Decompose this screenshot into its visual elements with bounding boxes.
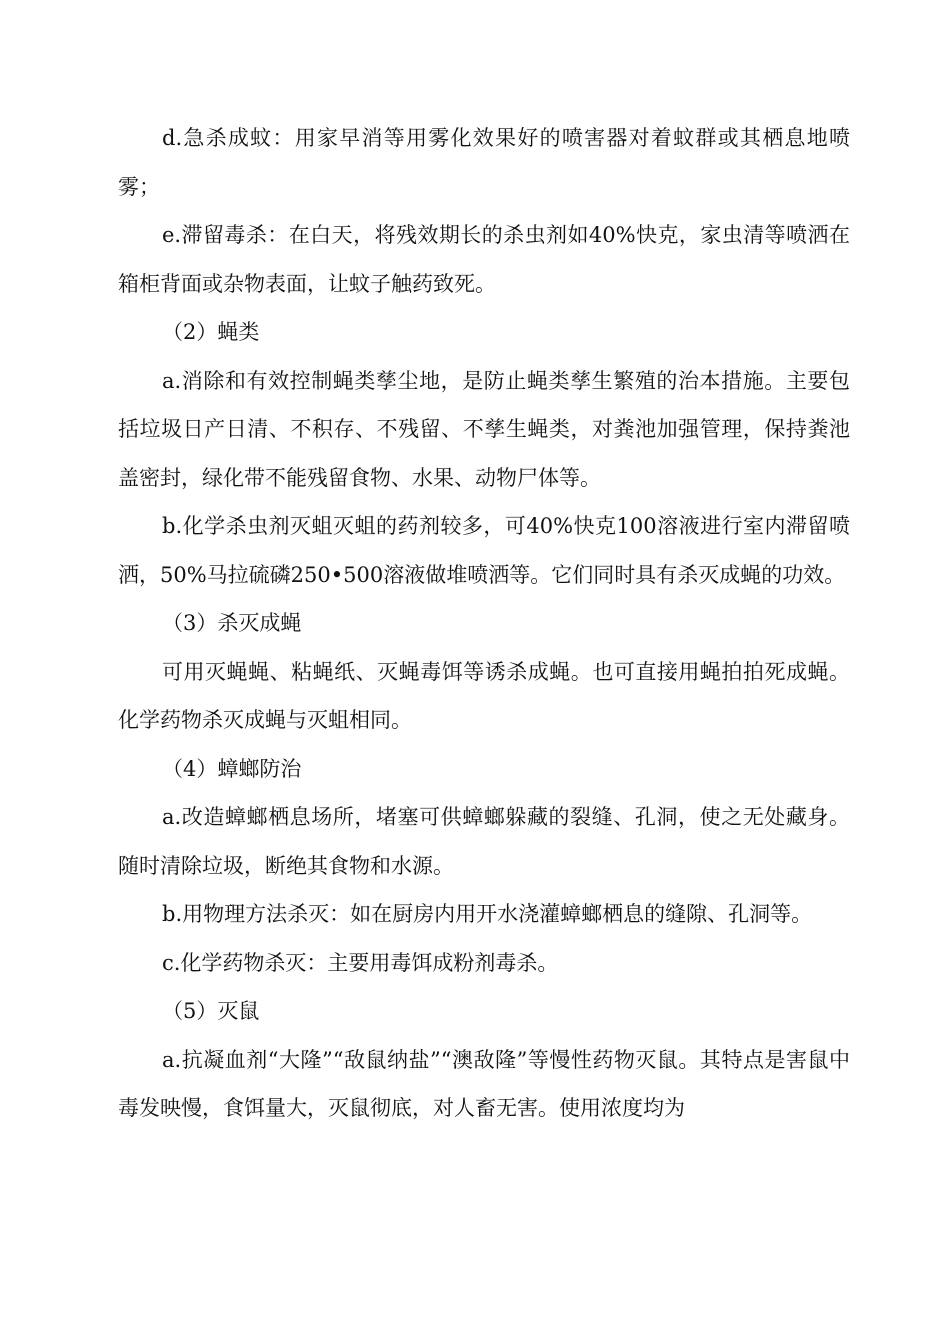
paragraph-cockroach-b: b.用物理方法杀灭：如在厨房内用开水浇灌蟑螂栖息的缝隙、孔洞等。: [162, 902, 813, 926]
paragraph-cockroach-a: a.改造蟑螂栖息场所，堵塞可供蟑螂躲藏的裂缝、孔洞，使之无处藏身。随时清除垃圾，断绝其食物和水源。: [118, 805, 850, 878]
paragraph-mosquito-e: e.滞留毒杀：在白天，将残效期长的杀虫剂如40%快克，家虫清等喷洒在箱柜背面或杂物表面，让蚊子触药致死。: [118, 223, 850, 296]
section-heading-adult-flies: （3）杀灭成蝇: [162, 611, 302, 635]
paragraph-mosquito-d: d.急杀成蚊：用家早消等用雾化效果好的喷害器对着蚊群或其栖息地喷雾；: [118, 126, 850, 199]
section-heading-rodent: （5）灭鼠: [162, 999, 260, 1023]
paragraph-cockroach-c: c.化学药物杀灭：主要用毒饵成粉剂毒杀。: [162, 950, 559, 975]
paragraph-adult-flies: 可用灭蝇蝇、粘蝇纸、灭蝇毒饵等诱杀成蝇。也可直接用蝇拍拍死成蝇。化学药物杀灭成蝇与灭蛆相同。: [118, 659, 850, 732]
paragraph-flies-a: a.消除和有效控制蝇类孳尘地，是防止蝇类孳生繁殖的治本措施。主要包括垃圾日产日清、不积存、不残留、不孳生蝇类，对粪池加强管理，保持粪池盖密封，绿化带不能残留食物、水果、动物尸体等。: [118, 368, 850, 490]
document-body: [118, 114, 850, 1133]
section-heading-cockroach: （4）蟑螂防治: [162, 756, 302, 781]
paragraph-flies-b: b.化学杀虫剂灭蛆灭蛆的药剂较多，可40%快克100溶液进行室内滞留喷洒，50%马拉硫磷250•500溶液做堆喷洒等。它们同时具有杀灭成蝇的功效。: [118, 514, 850, 587]
paragraph-rodent-a: a.抗凝血剂“大隆”“敌鼠纳盐”“澳敌隆”等慢性药物灭鼠。其特点是害鼠中毒发映慢，食饵量大，灭鼠彻底，对人畜无害。使用浓度均为: [118, 1047, 850, 1120]
section-heading-flies: （2）蝇类: [162, 320, 260, 344]
